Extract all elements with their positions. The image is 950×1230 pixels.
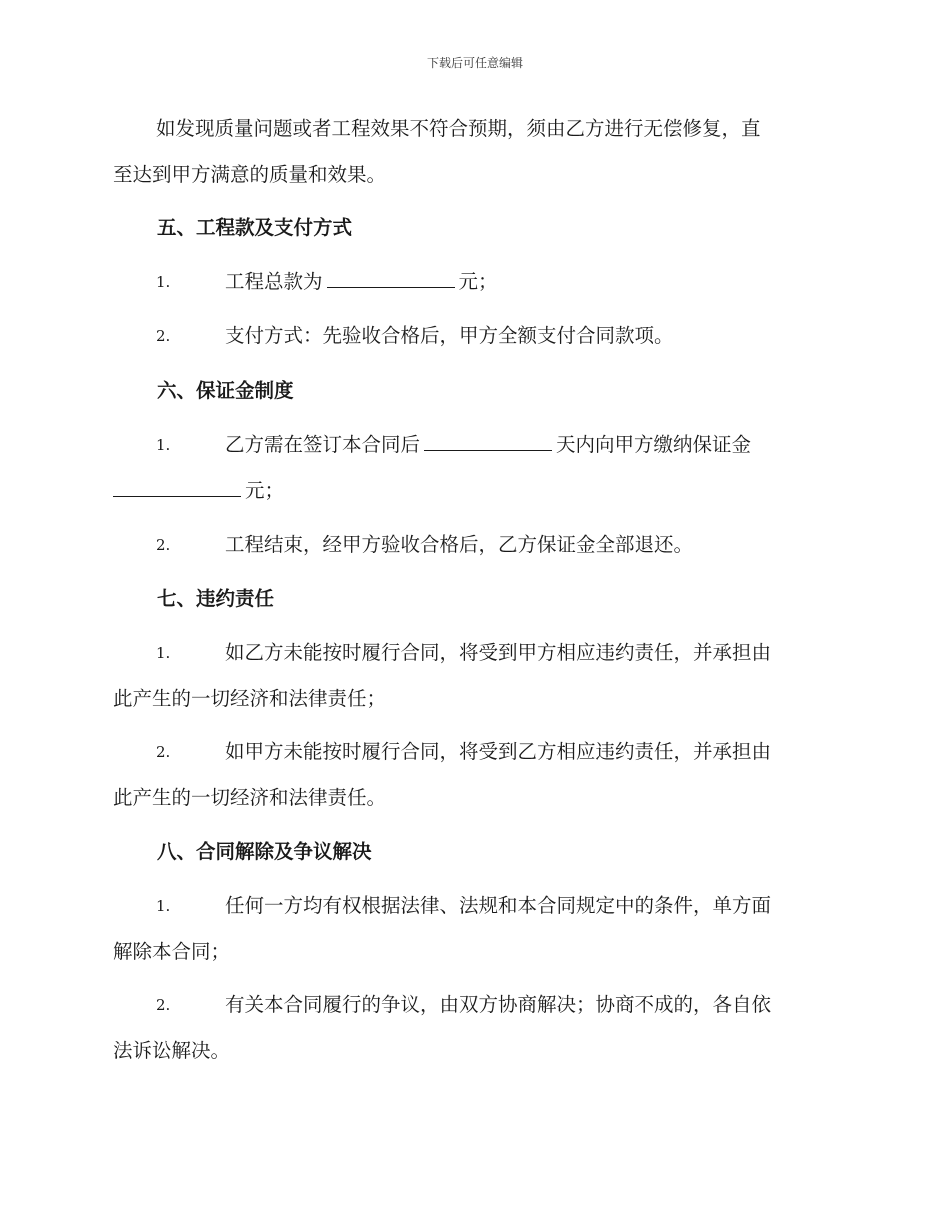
- item-number: 2.: [156, 743, 171, 761]
- section-7-title: 七、违约责任: [157, 587, 275, 610]
- item-text: 工程总款为: [225, 270, 323, 293]
- section-8-title: 八、合同解除及争议解决: [157, 840, 372, 863]
- section-7-item-2: [113, 729, 833, 821]
- item-text: 此产生的一切经济和法律责任。: [113, 786, 387, 809]
- fill-blank[interactable]: [113, 478, 241, 497]
- section-6-item-2: [113, 522, 833, 568]
- item-number: 1.: [156, 644, 171, 662]
- item-text: 如乙方未能按时履行合同，将受到甲方相应违约责任，并承担由: [225, 641, 772, 664]
- section-8-item-1: [113, 883, 833, 975]
- item-number: 1.: [156, 436, 171, 454]
- item-text: 元；: [458, 270, 498, 293]
- item-text: 天内向甲方缴纳保证金: [556, 433, 752, 456]
- intro-line-2: 至达到甲方满意的质量和效果。: [113, 163, 387, 186]
- item-number: 2.: [156, 327, 171, 345]
- item-number: 2.: [156, 536, 171, 554]
- item-text: 乙方需在签订本合同后: [225, 433, 421, 456]
- section-8-item-2: [113, 982, 833, 1074]
- item-text: 法诉讼解决。: [113, 1039, 231, 1062]
- item-text: 解除本合同；: [113, 940, 231, 963]
- item-number: 1.: [156, 273, 171, 291]
- section-7-item-1: [113, 630, 833, 722]
- section-5-item-2: [113, 313, 833, 359]
- item-text: 元；: [245, 479, 285, 502]
- item-text: 工程结束，经甲方验收合格后，乙方保证金全部退还。: [225, 533, 694, 556]
- intro-line-1: 如发现质量问题或者工程效果不符合预期，须由乙方进行无偿修复，直: [156, 117, 761, 140]
- intro-paragraph: [113, 106, 833, 198]
- page-header: 下载后可任意编辑: [426, 56, 523, 70]
- item-text: 有关本合同履行的争议，由双方协商解决；协商不成的，各自依: [225, 993, 772, 1016]
- item-number: 1.: [156, 897, 171, 915]
- section-6-title: 六、保证金制度: [157, 379, 294, 402]
- section-5-item-1: [113, 259, 833, 305]
- item-text: 支付方式：先验收合格后，甲方全额支付合同款项。: [225, 324, 674, 347]
- section-6-item-1: [113, 422, 833, 514]
- section-5-title: 五、工程款及支付方式: [157, 216, 353, 239]
- item-text: 此产生的一切经济和法律责任；: [113, 687, 387, 710]
- item-number: 2.: [156, 996, 171, 1014]
- fill-blank[interactable]: [424, 432, 552, 451]
- fill-blank[interactable]: [327, 269, 455, 288]
- item-text: 任何一方均有权根据法律、法规和本合同规定中的条件，单方面: [225, 894, 772, 917]
- item-text: 如甲方未能按时履行合同，将受到乙方相应违约责任，并承担由: [225, 740, 772, 763]
